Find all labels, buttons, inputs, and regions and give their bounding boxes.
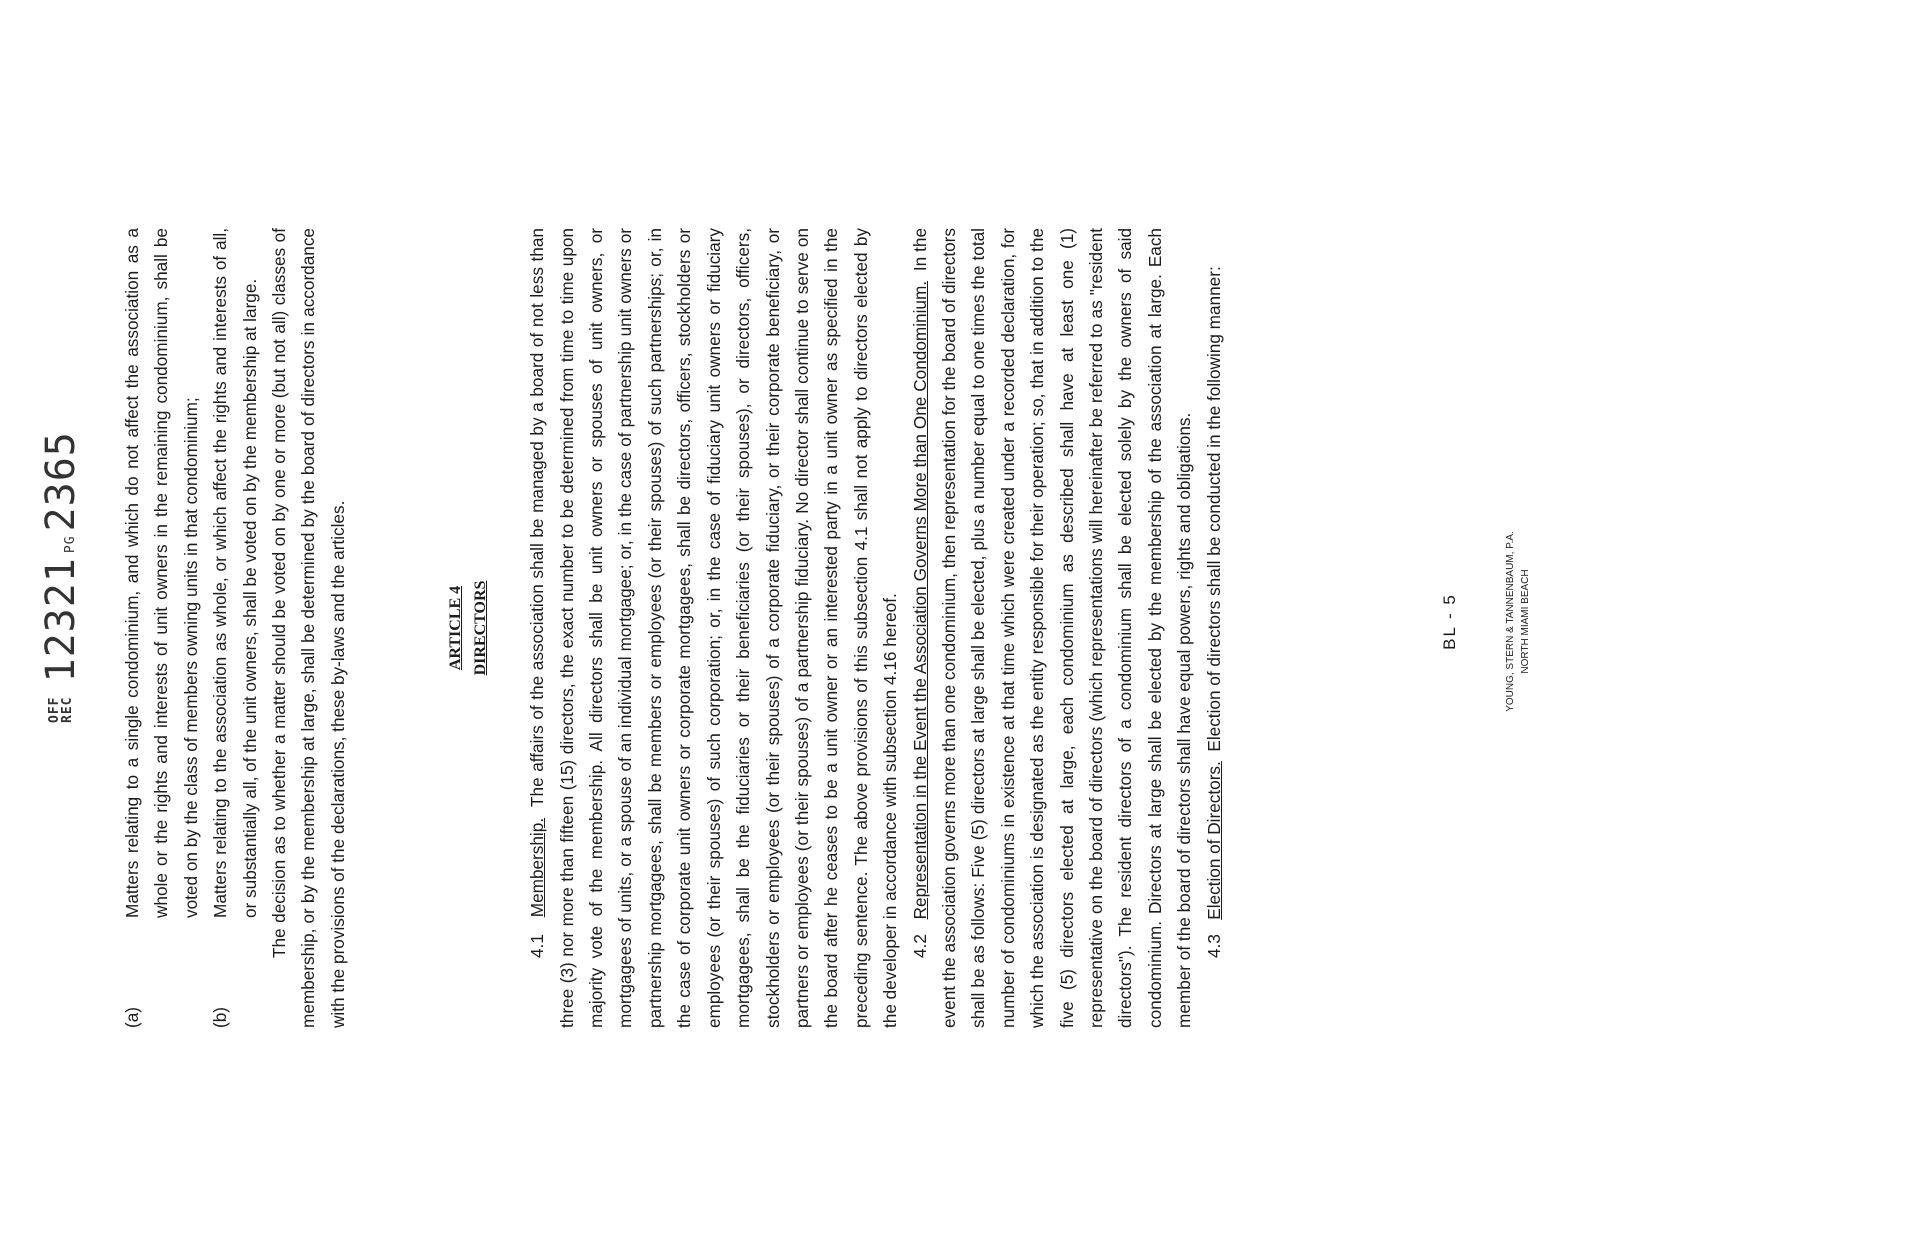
section-heading: Representation in the Event the Association Governs More than One Condominium. [909,280,930,920]
article-subtitle: DIRECTORS [472,580,490,676]
article-title: ARTICLE 4 [447,585,465,671]
stamp-page-number: 2365 [38,431,84,532]
section-text: In the event the association governs more than one condominium, then representation for the board of directors shall be as follows: Five (5) directors at large shall be elected, plus a number equal to one times the total number of condominiums in existence at that time which were created under a recorded declaration, for which the association is designated as the entity responsible for their operation; so, that in addition to the five (5) directors elected at large, each condominium as described shall have at least one (1) representative on the board of directors (which representations will hereinafter be referred to as "resident directors"). The resident directors of a condominium shall be elected solely by the owners of said condominium. Directors at large shall be elected by the membership of the association at large. Each member of the board of directors shall have equal powers, rights and obligations. [909,228,1195,1028]
stamp-label [48,697,74,723]
firm-city: NORTH MIAMI BEACH [1520,569,1531,674]
article-heading [443,228,493,1028]
item-marker: (a) [122,1006,142,1028]
section-number: 4.1 [527,934,548,958]
stamp-label-top: OFF [47,696,62,723]
stamp-label-bottom: REC [60,696,75,723]
page-number: BL - 5 [1440,593,1459,650]
document-body [118,228,1229,1028]
list-item [118,228,206,1028]
stamp-book-number: 12321 [38,557,84,683]
section-4-1 [523,228,905,1028]
section-number: 4.3 [1203,934,1224,958]
section-text: Election of directors shall be conducted in the following manner: [1203,266,1224,752]
section-4-3 [1200,228,1229,1028]
section-heading: Election of Directors. [1203,761,1224,920]
recording-stamp [38,431,84,723]
firm-name: YOUNG, STERN & TANNENBAUM, P.A. [1505,531,1516,712]
item-text: Matters relating to a single condominium, and which do not affect the association as a whole or the rights and interests of unit owners in the remaining condominium, shall be voted on by the class of members owning units in that condominium; [122,228,201,918]
section-number: 4.2 [909,934,930,958]
list-item [206,228,265,1028]
item-text: Matters relating to the association as whole, or which affect the rights and interests of all, or substantially all, of the unit owners, shall be voted on by the membership at large. [210,228,260,918]
section-4-2 [906,228,1200,1028]
section-heading: Membership. [527,817,548,918]
section-text: The affairs of the association shall be managed by a board of not less than three (3) nor more than fifteen (15) directors, the exact number to be determined from time to time upon majority vote of the membership. All directors shall be unit owners or spouses of unit owners, or mortgagees of units, or a spouse of an individual mortgagee; or, in the case of partnership unit owners or partnership mortgagees, shall be members or employees (or their spouses) of such partnerships; or, in the case of corporate unit owners or corporate mortgagees, shall be directors, officers, stockholders or employees (or their spouses) of such corporation; or, in the case of fiduciary unit owners or fiduciary mortgagees, shall be the fiduciaries or their beneficiaries (or their spouses), or directors, officers, stockholders or employees (or their spouses) of a corporate fiduciary, or their corporate beneficiary, or partners or employees (or their spouses) of a partnership fiduciary. No director shall continue to serve on the board after he ceases to be a unit owner or an interested party in a unit owner as specified in the preceding sentence. The above provisions of this subsection 4.1 shall not apply to directors elected by the developer in accordance with subsection 4.16 hereof. [527,228,901,1028]
item-marker: (b) [210,1006,231,1028]
stamp-pg-label: PG [63,535,78,554]
decision-paragraph: The decision as to whether a matter should be voted on by one or more (but not all) classes of membership, or by the membership at large, shall be determined by the board of directors in accordance with the provisions of the declarations, these by-laws and the articles. [269,228,348,1028]
stamp-book-page [38,431,84,682]
